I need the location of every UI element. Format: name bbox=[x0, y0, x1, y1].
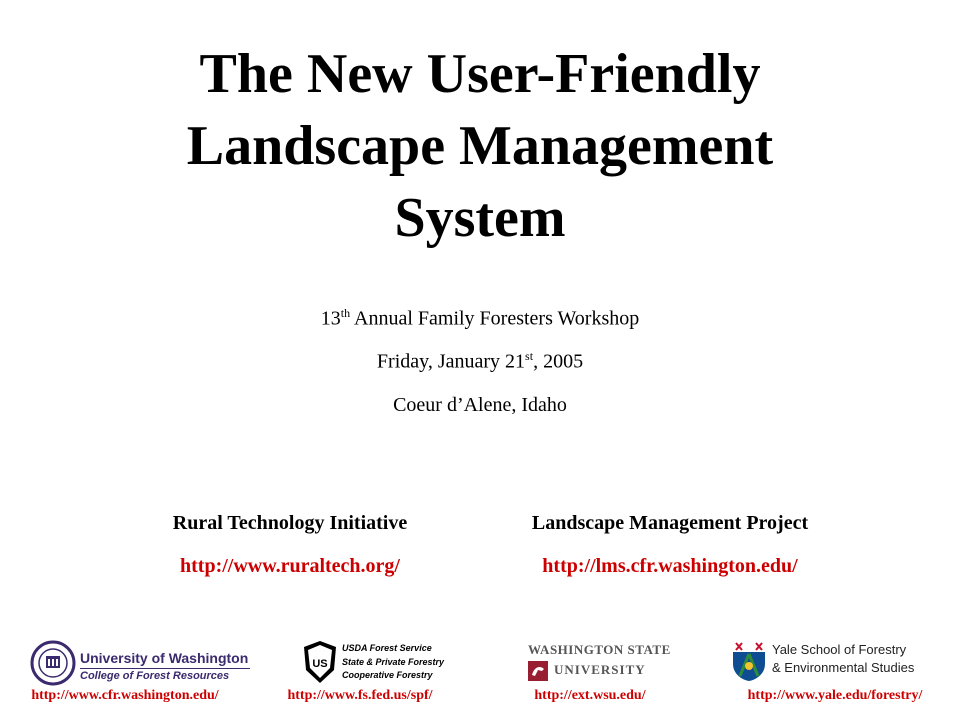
yale-logo[interactable] bbox=[732, 640, 942, 686]
uw-url-link[interactable]: http://www.cfr.washington.edu/ bbox=[31, 688, 219, 703]
uw-seal-icon bbox=[30, 640, 76, 686]
usfs-logo[interactable] bbox=[302, 640, 472, 686]
yale-logo-line2: & Environmental Studies bbox=[772, 660, 915, 675]
project-link-lmp[interactable]: http://lms.cfr.washington.edu/ bbox=[542, 555, 798, 577]
slide-title bbox=[0, 38, 960, 254]
title-line-1: The New User-Friendly bbox=[199, 43, 761, 105]
usfs-url-link[interactable]: http://www.fs.fed.us/spf/ bbox=[287, 688, 433, 703]
usfs-logo-program: Cooperative Forestry bbox=[342, 670, 433, 680]
title-line-2: Landscape Management bbox=[186, 115, 774, 177]
uw-logo-name: University of Washington bbox=[80, 650, 249, 666]
wsu-logo-line2: UNIVERSITY bbox=[554, 662, 646, 677]
uw-logo[interactable] bbox=[30, 640, 249, 686]
event-location: Coeur d’Alene, Idaho bbox=[393, 394, 567, 416]
project-heading-lmp: Landscape Management Project bbox=[531, 512, 809, 534]
yale-logo-line1: Yale School of Forestry bbox=[772, 642, 907, 657]
project-heading-rti: Rural Technology Initiative bbox=[172, 512, 408, 534]
title-line-3: System bbox=[394, 187, 566, 249]
event-date: Friday, January 21st, 2005 bbox=[376, 349, 584, 373]
wsu-cougar-icon bbox=[528, 661, 548, 681]
wsu-logo-line1: WASHINGTON STATE bbox=[528, 642, 671, 657]
usfs-logo-division: State & Private Forestry bbox=[342, 657, 445, 667]
event-name: 13th Annual Family Foresters Workshop bbox=[320, 306, 640, 330]
yale-url-link[interactable]: http://www.yale.edu/forestry/ bbox=[747, 688, 923, 703]
usfs-badge-text: US bbox=[312, 658, 328, 670]
usfs-shield-icon bbox=[302, 640, 338, 684]
wsu-logo[interactable] bbox=[528, 642, 671, 688]
project-link-rti[interactable]: http://www.ruraltech.org/ bbox=[180, 555, 400, 577]
yale-shield-icon bbox=[732, 640, 766, 682]
wsu-url-link[interactable]: http://ext.wsu.edu/ bbox=[534, 688, 646, 703]
uw-logo-college: College of Forest Resources bbox=[80, 668, 250, 682]
usfs-logo-agency: USDA Forest Service bbox=[342, 643, 432, 653]
